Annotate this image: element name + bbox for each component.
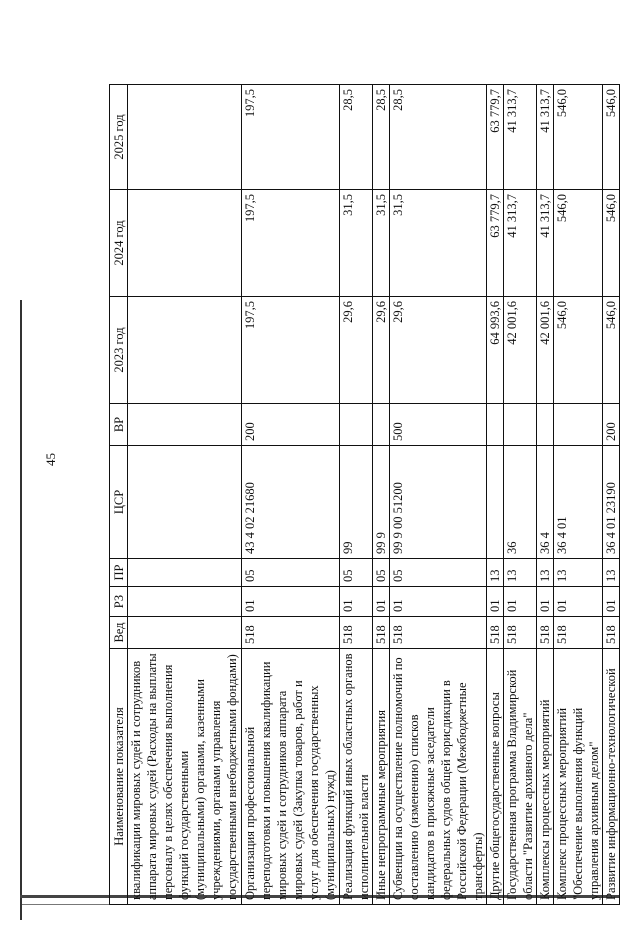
- table-row: [373, 85, 390, 905]
- cell-2024: 31,5: [373, 190, 390, 297]
- cell-2023: 42 001,6: [537, 297, 554, 404]
- cell-2023: 197,5: [242, 297, 340, 404]
- cell-ved: 518: [504, 617, 537, 649]
- cell-rz: 01: [504, 587, 537, 617]
- header-rz: РЗ: [110, 587, 128, 617]
- cell-2024: [128, 190, 242, 297]
- cell-csr: 99 9: [373, 446, 390, 559]
- cell-ved: 518: [603, 617, 620, 649]
- cell-csr: 99 9 00 51200: [390, 446, 487, 559]
- cell-pr: 05: [340, 559, 373, 587]
- cell-vr: [504, 404, 537, 446]
- cell-2023: 64 993,6: [487, 297, 504, 404]
- cell-pr: 05: [390, 559, 487, 587]
- table-row: [554, 85, 603, 905]
- cell-2023: [128, 297, 242, 404]
- cell-pr: 13: [504, 559, 537, 587]
- cell-name: Комплексы процессных мероприятий: [537, 649, 554, 905]
- cell-2025: 63 779,7: [487, 85, 504, 190]
- cell-2023: 29,6: [340, 297, 373, 404]
- cell-pr: 13: [537, 559, 554, 587]
- table-row: [603, 85, 620, 905]
- cell-ved: 518: [390, 617, 487, 649]
- cell-ved: [128, 617, 242, 649]
- cell-name: Реализация функций иных областных органов исполнительной власти: [340, 649, 373, 905]
- header-2025: 2025 год: [110, 85, 128, 190]
- cell-pr: 13: [603, 559, 620, 587]
- cell-rz: 01: [537, 587, 554, 617]
- cell-csr: 36 4: [537, 446, 554, 559]
- cell-2025: [128, 85, 242, 190]
- cell-rz: 01: [487, 587, 504, 617]
- table-row: [128, 85, 242, 905]
- cell-name: Иные непрограммные мероприятия: [373, 649, 390, 905]
- header-csr: ЦСР: [110, 446, 128, 559]
- cell-pr: 05: [242, 559, 340, 587]
- header-pr: ПР: [110, 559, 128, 587]
- cell-rz: 01: [390, 587, 487, 617]
- table-row: [390, 85, 487, 905]
- cell-csr: 36: [504, 446, 537, 559]
- cell-2024: 41 313,7: [504, 190, 537, 297]
- cell-vr: [128, 404, 242, 446]
- cell-2024: 197,5: [242, 190, 340, 297]
- cell-2023: 546,0: [603, 297, 620, 404]
- cell-rz: 01: [340, 587, 373, 617]
- cell-2025: 28,5: [340, 85, 373, 190]
- cell-ved: 518: [373, 617, 390, 649]
- cell-name: квалификации мировых судей и сотрудников аппарата мировых судей (Расходы на выплаты персоналу в целях обеспечения выполнения функций государственными (муниципальными) органами, казенными учреждениями, органами управления государственными внебюджетными фондами): [128, 649, 242, 905]
- budget-table: [109, 84, 620, 905]
- cell-ved: 518: [340, 617, 373, 649]
- cell-pr: [128, 559, 242, 587]
- table-row: [340, 85, 373, 905]
- cell-ved: 518: [554, 617, 603, 649]
- cell-vr: 500: [390, 404, 487, 446]
- cell-2023: 29,6: [390, 297, 487, 404]
- cell-csr: 36 4 01: [554, 446, 603, 559]
- table-row: [537, 85, 554, 905]
- cell-2025: 41 313,7: [504, 85, 537, 190]
- cell-rz: [128, 587, 242, 617]
- cell-vr: [537, 404, 554, 446]
- cell-2024: 63 779,7: [487, 190, 504, 297]
- cell-2024: 31,5: [390, 190, 487, 297]
- cell-csr: 43 4 02 21680: [242, 446, 340, 559]
- cell-name: Развитие информационно-технологической: [603, 649, 620, 905]
- cell-name: Организация профессиональной переподготовки и повышения квалификации мировых судей и сотрудников аппарата мировых судей (Закупка товаров, работ и услуг для обеспечения государственных (муниципальных) нужд): [242, 649, 340, 905]
- cell-rz: 01: [373, 587, 390, 617]
- cell-2023: 42 001,6: [504, 297, 537, 404]
- table-header-row: [110, 85, 128, 905]
- page-number: 45: [43, 453, 58, 466]
- cell-name: Комплекс процессных мероприятий "Обеспечение выполнения функций управления архивным делом": [554, 649, 603, 905]
- cell-vr: 200: [242, 404, 340, 446]
- cell-csr: 36 4 01 23190: [603, 446, 620, 559]
- cell-ved: 518: [537, 617, 554, 649]
- cell-2023: 29,6: [373, 297, 390, 404]
- cell-2025: 546,0: [603, 85, 620, 190]
- cell-rz: 01: [554, 587, 603, 617]
- cell-ved: 518: [487, 617, 504, 649]
- table-row: [504, 85, 537, 905]
- table-row: [242, 85, 340, 905]
- table-row: [487, 85, 504, 905]
- cell-rz: 01: [603, 587, 620, 617]
- cell-pr: 13: [554, 559, 603, 587]
- header-name: Наименование показателя: [110, 649, 128, 905]
- cell-csr: [128, 446, 242, 559]
- header-ved: Вед: [110, 617, 128, 649]
- cell-2025: 28,5: [390, 85, 487, 190]
- cell-ved: 518: [242, 617, 340, 649]
- rotated-table-container: [109, 85, 618, 905]
- cell-2024: 41 313,7: [537, 190, 554, 297]
- cell-2025: 28,5: [373, 85, 390, 190]
- header-2023: 2023 год: [110, 297, 128, 404]
- cell-vr: [340, 404, 373, 446]
- cell-2025: 197,5: [242, 85, 340, 190]
- cell-pr: 13: [487, 559, 504, 587]
- cell-name: Государственная программа Владимирской области "Развитие архивного дела": [504, 649, 537, 905]
- header-2024: 2024 год: [110, 190, 128, 297]
- cell-vr: [487, 404, 504, 446]
- cell-name: Субвенции на осуществление полномочий по составлению (изменению) списков кандидатов в присяжные заседатели федеральных судов общей юрисдикции в Российской Федерации (Межбюджетные трансферты): [390, 649, 487, 905]
- cell-2023: 546,0: [554, 297, 603, 404]
- cell-rz: 01: [242, 587, 340, 617]
- cell-vr: [373, 404, 390, 446]
- header-vr: ВР: [110, 404, 128, 446]
- cell-csr: [487, 446, 504, 559]
- cell-name: Другие общегосударственные вопросы: [487, 649, 504, 905]
- cell-2025: 546,0: [554, 85, 603, 190]
- cell-2024: 546,0: [554, 190, 603, 297]
- cell-pr: 05: [373, 559, 390, 587]
- cell-vr: [554, 404, 603, 446]
- binding-line: [20, 300, 22, 920]
- cell-vr: 200: [603, 404, 620, 446]
- cell-2024: 31,5: [340, 190, 373, 297]
- cell-2024: 546,0: [603, 190, 620, 297]
- cell-2025: 41 313,7: [537, 85, 554, 190]
- cell-csr: 99: [340, 446, 373, 559]
